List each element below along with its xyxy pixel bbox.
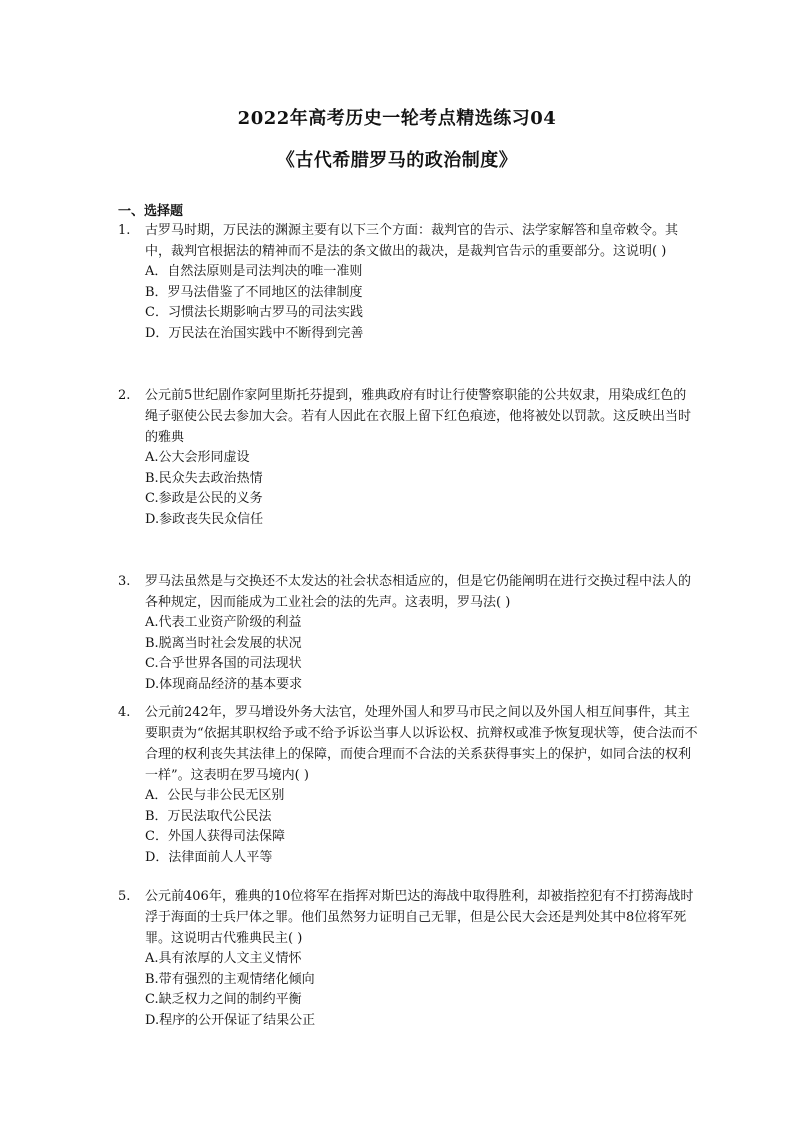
section-heading: 一、选择题	[118, 204, 184, 219]
option-d: D．法律面前人人平等	[145, 849, 273, 865]
doc-subtitle: 《古代希腊罗马的政治制度》	[276, 150, 518, 171]
question-5	[118, 886, 698, 1031]
option-b: B.脱离当时社会发展的状况	[145, 635, 302, 651]
option-d: D.参政丧失民众信任	[145, 511, 264, 527]
question-stem	[118, 220, 698, 262]
option-b: B．万民法取代公民法	[145, 808, 272, 824]
question-1	[118, 220, 698, 344]
question-stem	[118, 702, 698, 786]
question-4	[118, 702, 698, 868]
option-a: A．公民与非公民无区别	[145, 788, 285, 803]
question-number: 2.	[118, 388, 131, 403]
doc-title: 2022年高考历史一轮考点精选练习04	[237, 108, 557, 129]
question-2	[118, 385, 698, 530]
question-number: 5.	[118, 889, 131, 904]
option-a: A.代表工业资产阶级的利益	[145, 615, 302, 630]
option-b: B.民众失去政治热情	[145, 470, 263, 486]
question-stem	[118, 886, 698, 949]
option-d: D．万民法在治国实践中不断得到完善	[145, 325, 364, 341]
options-list	[118, 613, 698, 695]
option-c: C.参政是公民的义务	[145, 491, 263, 506]
option-c: C．习惯法长期影响古罗马的司法实践	[145, 305, 363, 320]
options-list	[118, 949, 698, 1031]
question-number: 3.	[118, 574, 131, 589]
options-list	[118, 262, 698, 344]
question-text: 罗马法虽然是与交换还不太发达的社会状态相适应的，但是它仍能阐明在进行交换过程中法人的各种规定，因而能成为工业社会的法的先声。这表明，罗马法( )	[145, 574, 692, 610]
option-d: D.体现商品经济的基本要求	[145, 676, 303, 692]
option-b: B．罗马法借鉴了不同地区的法律制度	[145, 284, 363, 300]
question-text: 古罗马时期，万民法的渊源主要有以下三个方面：裁判官的告示、法学家解答和皇帝敕令。其中，裁判官根据法的精神而不是法的条文做出的裁决，是裁判官告示的重要部分。这说明( )	[145, 223, 679, 259]
option-d: D.程序的公开保证了结果公正	[145, 1012, 316, 1028]
question-stem	[118, 385, 698, 448]
option-a: A．自然法原则是司法判决的唯一准则	[145, 264, 363, 279]
option-c: C.合乎世界各国的司法现状	[145, 656, 302, 671]
option-c: C.缺乏权力之间的制约平衡	[145, 992, 302, 1007]
options-list	[118, 448, 698, 530]
option-a: A.具有浓厚的人文主义情怀	[145, 951, 302, 966]
question-number: 1.	[118, 223, 131, 238]
question-text: 公元前5世纪剧作家阿里斯托芬提到，雅典政府有时让行使警察职能的公共奴隶，用染成红色的绳子驱使公民去参加大会。若有人因此在衣服上留下红色痕迹，他将被处以罚款。这反映出当时的雅典	[145, 388, 692, 445]
question-number: 4.	[118, 705, 131, 720]
option-c: C．外国人获得司法保障	[145, 829, 285, 844]
options-list	[118, 786, 698, 868]
option-a: A.公大会形同虚设	[145, 450, 250, 465]
question-stem	[118, 571, 698, 613]
option-b: B.带有强烈的主观情绪化倾向	[145, 971, 315, 987]
question-text: 公元前406年，雅典的10位将军在指挥对斯巴达的海战中取得胜利，却被指控犯有不打捞海战时浮于海面的士兵尸体之罪。他们虽然努力证明自己无罪，但是公民大会还是判处其中8位将军死罪。这说明古代雅典民主( )	[145, 889, 694, 946]
question-text: 公元前242年，罗马增设外务大法官，处理外国人和罗马市民之间以及外国人相互间事件，其主要职责为“依据其职权给予或不给予诉讼当事人以诉讼权、抗辩权或准予恢复现状等，使合法而不合理的权利丧失其法律上的保障，而使合理而不合法的关系获得事实上的保护，如同合法的权利一样”。这表明在罗马境内( )	[145, 705, 698, 783]
question-3	[118, 571, 698, 695]
